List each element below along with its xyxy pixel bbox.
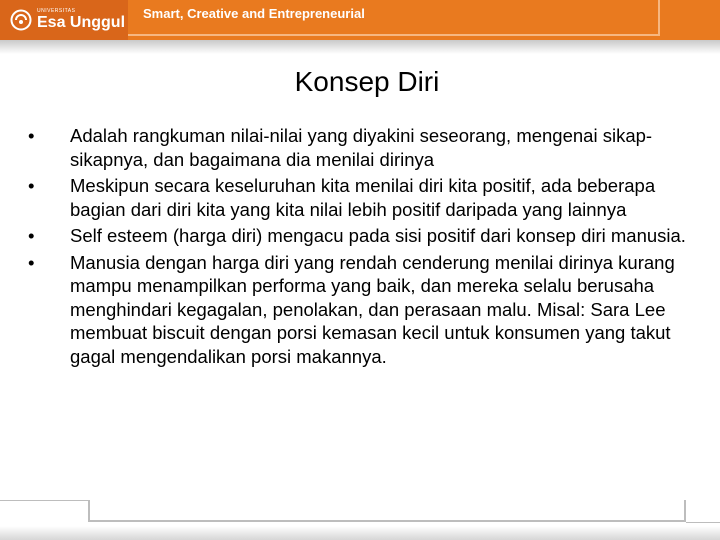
bullet-marker: • — [28, 225, 35, 246]
bullet-text: Manusia dengan harga diri yang rendah cenderung menilai dirinya kurang mampu menampilkan performa yang baik, dan mereka selalu berusaha menghindari kegagalan, penolakan, dan perasaan malu. Misal: Sara Lee membuat biscuit dengan porsi kemasan kecil untuk konsumen yang takut gagal mengendalikan porsi makannya. — [70, 251, 675, 367]
slide-title: Konsep Diri — [294, 66, 440, 97]
bullet-list — [28, 124, 696, 371]
header-shadow — [0, 40, 720, 54]
bullet-item — [28, 124, 696, 171]
bullet-item — [28, 251, 696, 369]
header-frame-edge — [658, 0, 660, 36]
university-logo-icon — [10, 9, 32, 31]
tagline: Smart, Creative and Entrepreneurial — [143, 6, 365, 21]
bullet-item — [28, 224, 696, 248]
bullet-text: Self esteem (harga diri) mengacu pada sisi positif dari konsep diri manusia. — [70, 225, 686, 246]
logo-name: Esa Unggul — [37, 14, 126, 31]
bullet-text: Adalah rangkuman nilai-nilai yang diyakini seseorang, mengenai sikap-sikapnya, dan bagaimana dia menilai dirinya — [70, 125, 653, 170]
footer-line-right — [686, 522, 720, 523]
footer-band — [0, 526, 720, 540]
logo-caption: UNIVERSITAS — [37, 8, 76, 14]
footer-frame — [88, 500, 686, 522]
header-bar — [0, 0, 720, 40]
header-divider — [128, 34, 660, 36]
footer-line — [0, 500, 88, 501]
bullet-marker: • — [28, 251, 35, 273]
bullet-text: Meskipun secara keseluruhan kita menilai diri kita positif, ada beberapa bagian dari diri kita yang kita nilai lebih positif daripada yang lainnya — [70, 175, 656, 220]
bullet-item — [28, 174, 696, 221]
bullet-marker: • — [28, 125, 35, 146]
bullet-marker: • — [28, 175, 35, 196]
university-logo — [0, 0, 128, 40]
